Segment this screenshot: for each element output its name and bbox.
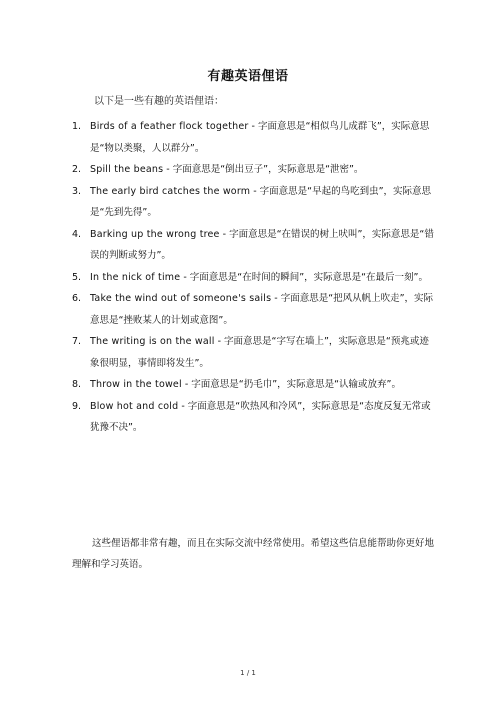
page-title: 有趣英语俚语 [207, 69, 289, 84]
item-number: 3. [72, 185, 82, 197]
slang-phrase: Throw in the towel [90, 379, 182, 390]
slang-list [72, 116, 434, 439]
page-number: 1 / 1 [240, 669, 256, 677]
slang-phrase: In the nick of time [90, 271, 181, 283]
item-number: 1. [72, 121, 82, 132]
list-item [72, 374, 434, 396]
conclusion-paragraph: 这些俚语都非常有趣，而且在实际交流中经常使用。希望这些信息能帮助你更好地理解和学习英语。 [72, 538, 435, 570]
item-number: 8. [72, 379, 82, 390]
slang-meaning: - 字面意思是“字写在墙上”，实际意思是“预兆或迹象很明显，事情即将发生”。 [90, 336, 429, 369]
item-number: 6. [72, 293, 82, 304]
list-item [72, 331, 434, 374]
item-number: 9. [72, 400, 82, 412]
list-item [72, 224, 434, 267]
slang-meaning: - 字面意思是“吹热风和冷风”，实际意思是“态度反复无常或犹豫不决”。 [90, 400, 431, 433]
item-number: 2. [72, 164, 82, 175]
list-item [72, 267, 434, 289]
slang-meaning: - 字面意思是“倒出豆子”，实际意思是“泄密”。 [163, 164, 364, 175]
slang-phrase: Barking up the wrong tree [90, 228, 220, 240]
slang-meaning: - 字面意思是“相似鸟儿成群飞”，实际意思是“物以类聚，人以群分”。 [90, 121, 430, 154]
slang-phrase: Blow hot and cold [90, 400, 179, 412]
slang-meaning: - 字面意思是“扔毛巾”，实际意思是“认输或放弃”。 [181, 379, 401, 390]
slang-phrase: Spill the beans [90, 164, 164, 175]
list-item [72, 181, 434, 224]
intro-text: 以下是一些有趣的英语俚语： [94, 96, 224, 107]
slang-meaning: - 字面意思是“把风从帆上吹走”，实际意思是“挫败某人的计划或意图”。 [90, 293, 434, 326]
item-number: 5. [72, 271, 82, 283]
slang-phrase: Birds of a feather flock together [90, 121, 249, 132]
slang-meaning: - 字面意思是“在时间的瞬间”，实际意思是“在最后一刻”。 [180, 271, 428, 283]
list-item [72, 116, 434, 159]
slang-phrase: The early bird catches the worm [90, 185, 251, 197]
item-number: 7. [72, 336, 82, 347]
list-item [72, 288, 434, 331]
slang-phrase: The writing is on the wall [90, 336, 215, 347]
slang-meaning: - 字面意思是“早起的鸟吃到虫”，实际意思是“先到先得”。 [90, 185, 432, 218]
item-number: 4. [72, 228, 82, 240]
slang-phrase: Take the wind out of someone's sails [90, 293, 272, 304]
slang-meaning: - 字面意思是“在错误的树上吠叫”，实际意思是“错误的判断或努力”。 [90, 228, 434, 261]
list-item [72, 159, 434, 181]
list-item [72, 396, 434, 439]
